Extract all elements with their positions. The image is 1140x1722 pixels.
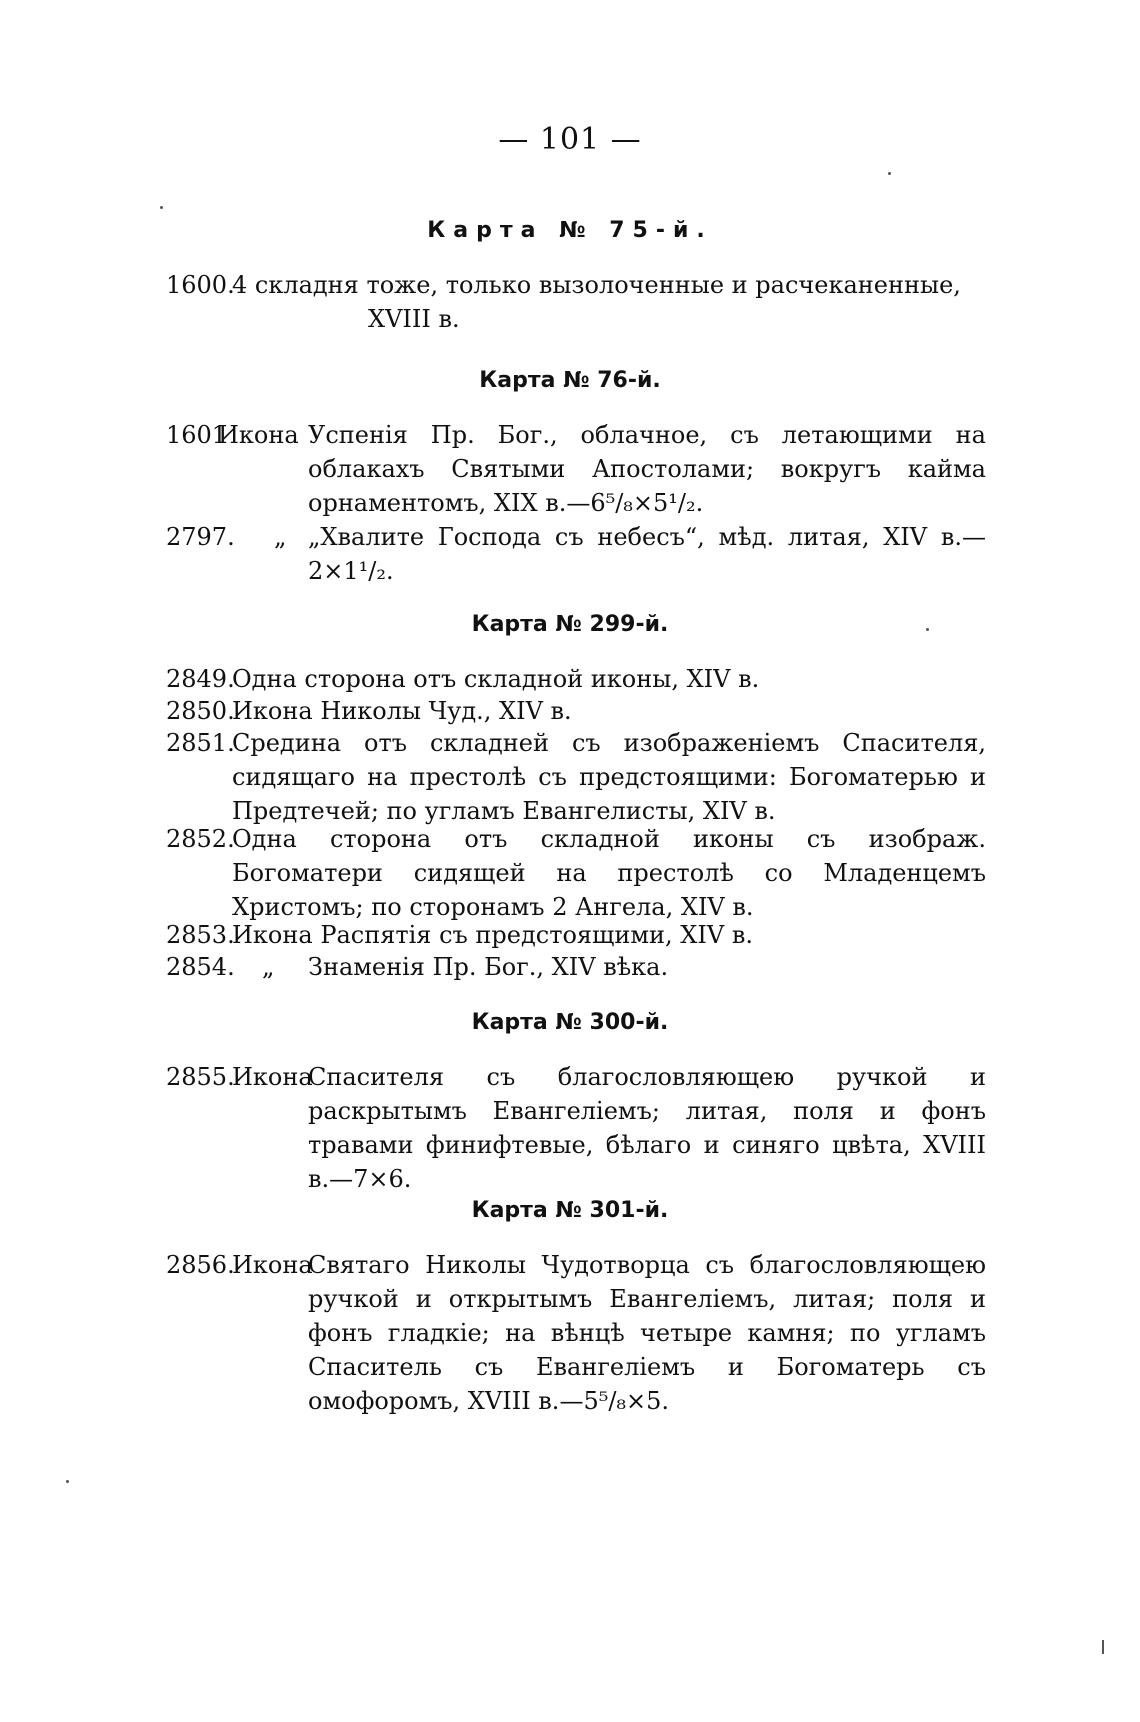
entry-text: Успенія Пр. Бог., облачное, съ летающими на облакахъ Святыми Апостолами; вокругъ кайма орнаментомъ, XIX в.—6⁵/₈×5¹/₂.: [308, 421, 986, 517]
entry-number: 2854.: [166, 953, 235, 981]
entry-lead-word: Икона: [232, 1063, 313, 1091]
entry-number: 2797.: [166, 523, 235, 551]
entry-2852: [166, 822, 986, 924]
section-heading-karta-299: Карта № 299-й.: [471, 612, 669, 637]
entry-text: Икона Николы Чуд., XIV в.: [232, 697, 572, 725]
scan-speck: [926, 628, 929, 631]
ditto-mark: „: [262, 953, 275, 981]
entry-text: „Хвалите Господа съ небесъ“, мѣд. литая, XIV в.—2×1¹/₂.: [308, 523, 986, 585]
entry-text: Святаго Николы Чудотворца съ благословляющею ручкой и открытымъ Евангеліемъ, литая; поля и фонъ гладкіе; на вѣнцѣ четыре камня; по угламъ Спаситель съ Евангеліемъ и Богоматерь съ омофоромъ, XVIII в.—5⁵/₈×5.: [308, 1251, 986, 1415]
entry-number: 1600.: [166, 271, 235, 299]
entry-2851: [166, 726, 986, 828]
scan-speck: [888, 172, 891, 175]
entry-2797: [166, 520, 986, 588]
entry-2856: [166, 1248, 986, 1418]
entry-2849: [166, 662, 986, 696]
page-number: — 101 —: [498, 122, 642, 157]
section-heading-karta-301: Карта № 301-й.: [471, 1198, 669, 1223]
entry-text: Знаменія Пр. Бог., XIV вѣка.: [308, 953, 669, 981]
entry-number: 2856.: [166, 1251, 235, 1279]
entry-2853: [166, 918, 986, 952]
entry-lead-word: Икона: [218, 421, 299, 449]
scan-speck: [1102, 1640, 1104, 1654]
entry-number: 1601: [166, 421, 228, 449]
entry-number: 2849.: [166, 665, 235, 693]
entry-2854: [166, 950, 986, 984]
entry-lead-word: Икона: [232, 1251, 313, 1279]
entry-text: 4 складня тоже, только вызолоченные и расчеканенные,: [232, 271, 961, 299]
scan-speck: [66, 1480, 69, 1483]
entry-text: Спасителя съ благословляющею ручкой и раскрытымъ Евангеліемъ; литая, поля и фонъ травами финифтевые, бѣлаго и синяго цвѣта, XVIII в.—7×6.: [308, 1063, 986, 1193]
entry-number: 2851.: [166, 729, 235, 757]
section-heading-karta-300: Карта № 300-й.: [471, 1010, 669, 1035]
entry-number: 2853.: [166, 921, 235, 949]
entry-1601: [166, 418, 986, 520]
entry-2850: [166, 694, 986, 728]
ditto-mark: „: [274, 523, 287, 551]
entry-2855: [166, 1060, 986, 1196]
entry-number: 2850.: [166, 697, 235, 725]
entry-text: Средина отъ складней съ изображеніемъ Спасителя, сидящаго на престолѣ съ предстоящими: Богоматерью и Предтечей; по угламъ Евангелисты, XIV в.: [232, 729, 986, 825]
entry-text: Икона Распятія съ предстоящими, XIV в.: [232, 921, 753, 949]
entry-text-continuation: XVIII в.: [368, 305, 460, 333]
section-heading-karta-76: Карта № 76-й.: [479, 368, 661, 393]
entry-number: 2855.: [166, 1063, 235, 1091]
section-heading-karta-75: Карта № 75-й.: [427, 218, 713, 243]
entry-text: Одна сторона отъ складной иконы, XIV в.: [232, 665, 760, 693]
entry-text: Одна сторона отъ складной иконы съ изображ. Богоматери сидящей на престолѣ со Младенцемъ Христомъ; по сторонамъ 2 Ангела, XIV в.: [232, 825, 986, 921]
scan-speck: [160, 206, 163, 209]
entry-number: 2852.: [166, 825, 235, 853]
